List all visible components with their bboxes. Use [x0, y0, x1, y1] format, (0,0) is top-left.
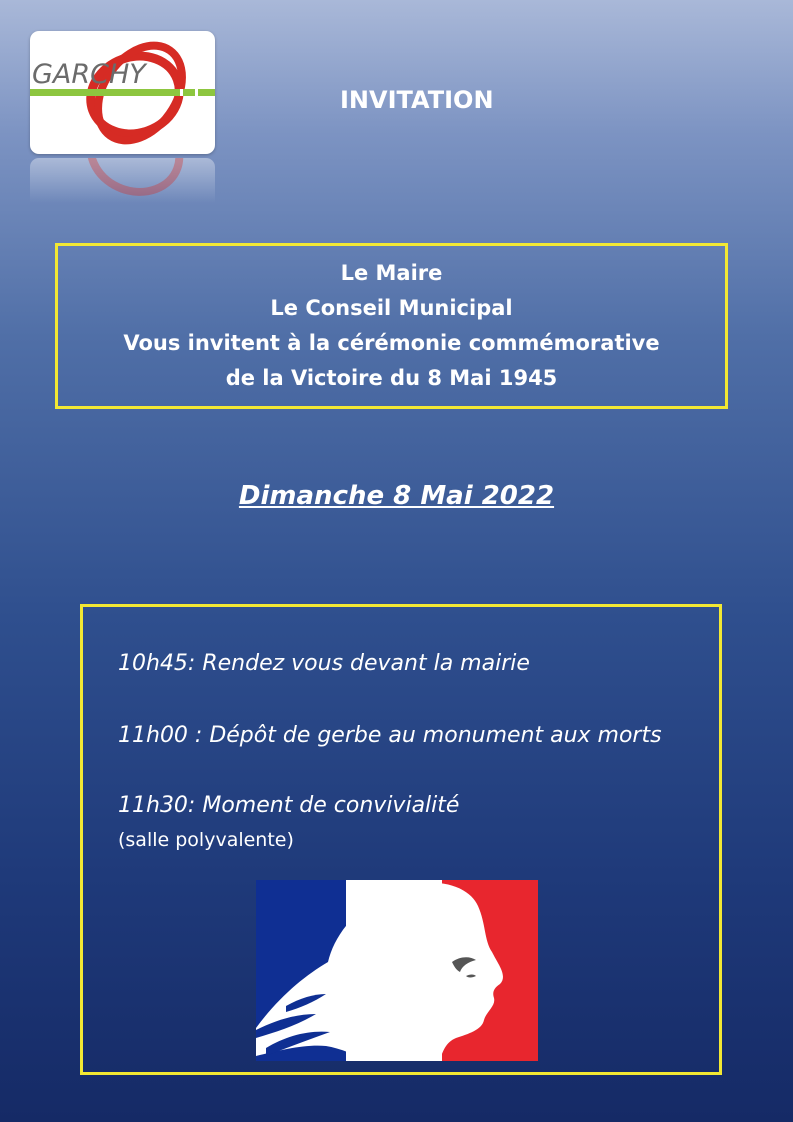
logo-reflection [30, 158, 215, 203]
schedule-box [80, 604, 722, 1075]
marianne-logo [256, 880, 538, 1061]
marianne-profile-icon [256, 880, 538, 1061]
schedule-note: (salle polyvalente) [118, 829, 294, 851]
logo-rings [30, 31, 215, 154]
logo-text: GARCHY [32, 59, 146, 90]
schedule-item: 11h30: Moment de convivialité [118, 793, 460, 818]
invitation-line: Le Maire [340, 261, 443, 285]
invitation-line: Vous invitent à la cérémonie commémorative [123, 331, 660, 355]
garchy-logo [30, 31, 215, 154]
page-title: INVITATION [340, 86, 494, 114]
event-date: Dimanche 8 Mai 2022 [238, 481, 555, 511]
invitation-line: Le Conseil Municipal [270, 296, 513, 320]
invitation-box [55, 243, 728, 409]
invitation-line: de la Victoire du 8 Mai 1945 [225, 366, 558, 390]
schedule-item: 10h45: Rendez vous devant la mairie [118, 651, 530, 676]
schedule-item: 11h00 : Dépôt de gerbe au monument aux morts [118, 723, 662, 748]
